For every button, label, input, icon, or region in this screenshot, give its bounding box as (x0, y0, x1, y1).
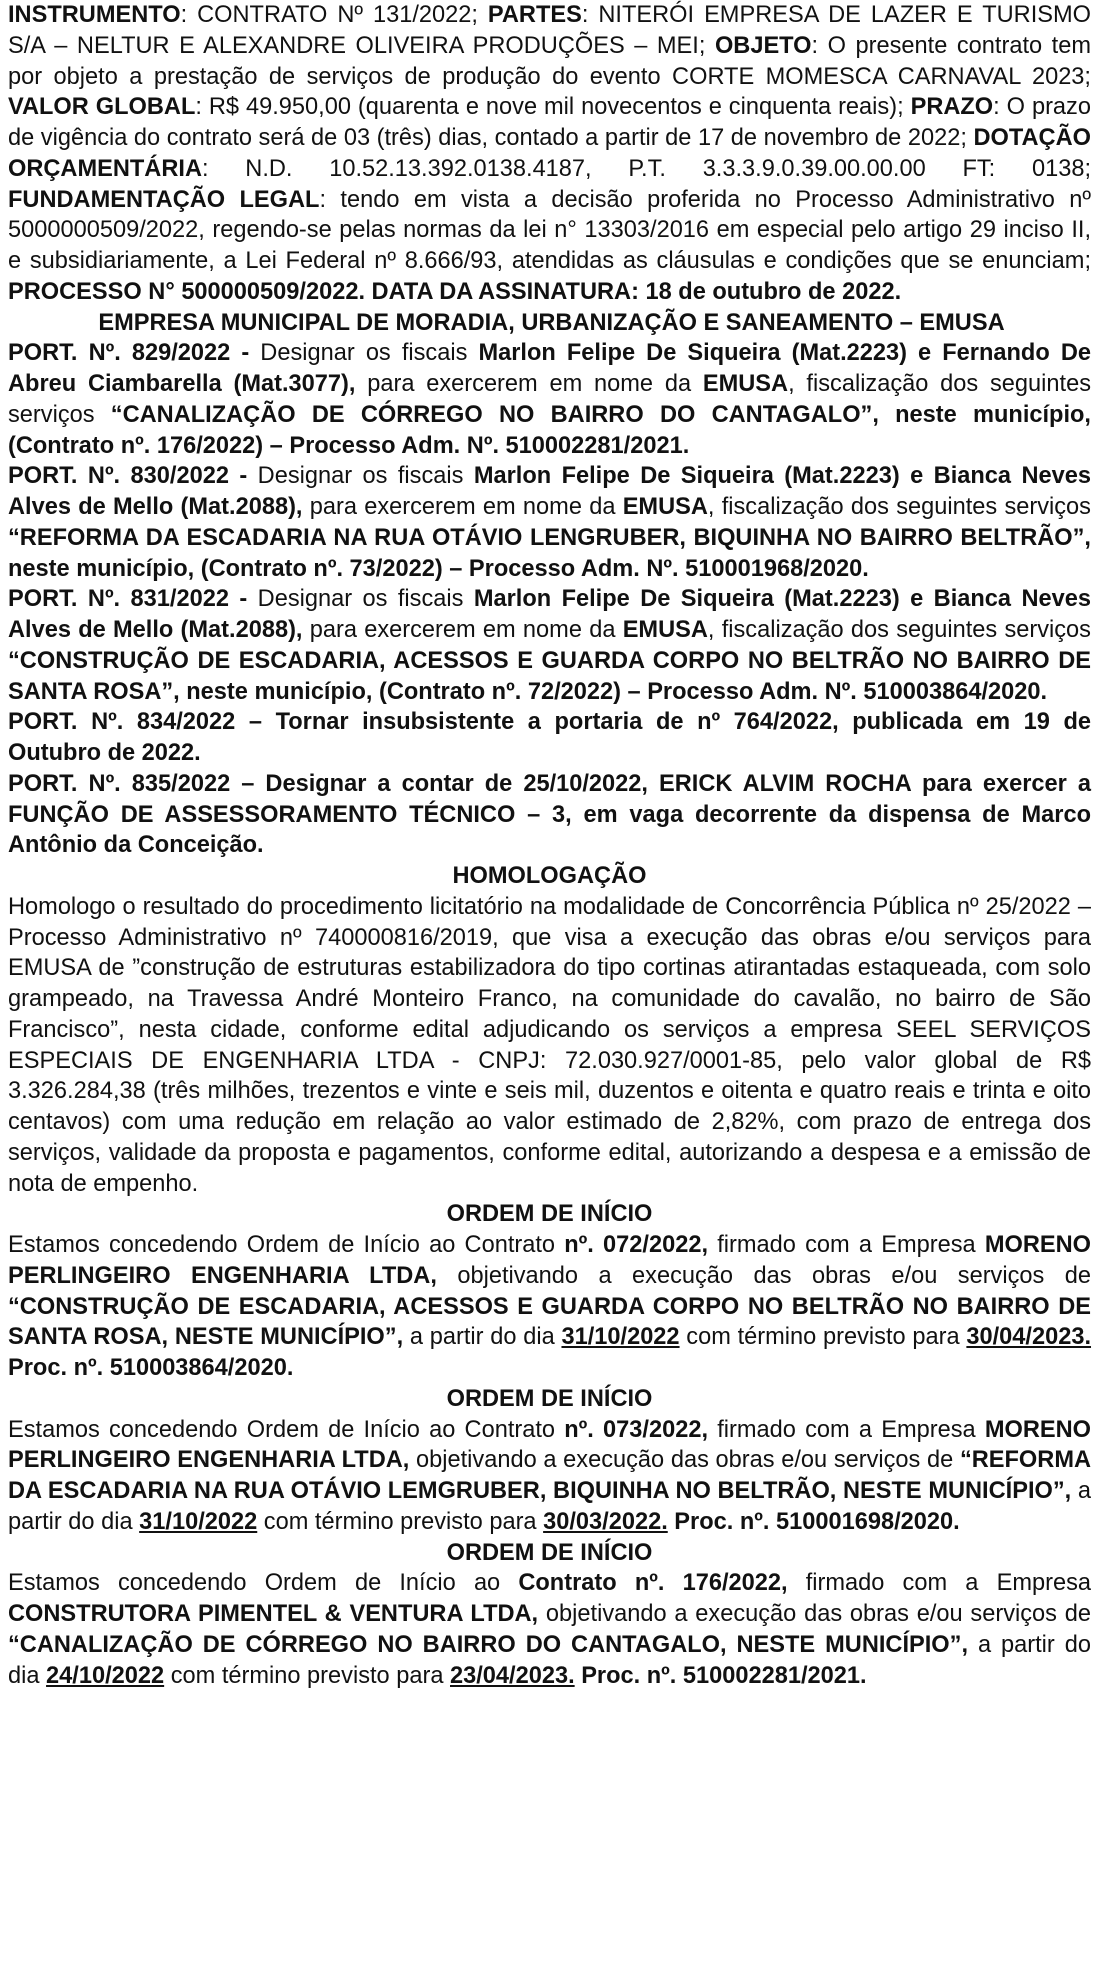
prazo-text: : O prazo de vigência do contrato será de 03 (três) dias, contado a partir de 17 de novembro de 2022; (8, 94, 1091, 151)
portaria-text: para exercerem em nome da (302, 494, 623, 520)
fundamentacao-text: : tendo em vista a decisão proferida no Processo Administrativo nº 5000000509/2022, regendo-se pelas normas da lei n° 13303/2016 em especial pelo artigo 29 inciso II, e subsidiariamente, a Lei Federal nº 8.666/93, atendidas as cláusulas e condições que se enunciam; (8, 186, 1091, 274)
ordem-inicio-text-2 (8, 1415, 1091, 1538)
partes-text: : NITERÓI EMPRESA DE LAZER E TURISMO S/A – NELTUR E ALEXANDRE OLIVEIRA PRODUÇÕES – MEI; (8, 2, 1091, 59)
end-date-value: 23/04/2023. (450, 1662, 575, 1689)
emusa-name: EMUSA (702, 371, 789, 397)
start-date-value: 31/10/2022 (139, 1508, 258, 1535)
end-date (450, 1663, 575, 1689)
portaria-text: para exercerem em nome da (302, 617, 623, 643)
portaria-number: PORT. Nº. 829/2022 - (8, 340, 250, 367)
portaria-text: , fiscalização dos seguintes serviços (707, 617, 1091, 643)
empresa-name: CONSTRUTORA PIMENTEL & VENTURA LTDA, (8, 1601, 539, 1627)
servico-description: “CANALIZAÇÃO DE CÓRREGO NO BAIRRO DO CANTAGALO, NESTE MUNICÍPIO”, (8, 1631, 968, 1658)
dotacao-text: : N.D. 10.52.13.392.0138.4187, P.T. 3.3.3.9.0.39.00.00.00 FT: 0138; (201, 155, 1091, 182)
end-date-value: 30/04/2023. (966, 1324, 1092, 1351)
end-date-value: 30/03/2022. (543, 1508, 668, 1535)
ordem-text: a partir do dia (8, 1631, 1091, 1689)
portaria-text: Designar os fiscais (247, 586, 474, 613)
process-number: Proc. nº. 510001698/2020. (667, 1508, 960, 1535)
fiscais-names: Marlon Felipe De Siqueira (Mat.2223) e Fernando De Abreu Ciambarella (Mat.3077), (8, 340, 1091, 397)
ordem-text: objetivando a execução das obras e/ou serviços de (436, 1262, 1091, 1289)
partes-label: PARTES (487, 2, 582, 28)
portaria-text: para exercerem em nome da (355, 371, 703, 397)
ordem-text: objetivando a execução das obras e/ou serviços de (409, 1447, 960, 1474)
portaria-835: PORT. Nº. 835/2022 – Designar a contar de 25/10/2022, ERICK ALVIM ROCHA para exercer a FUNÇÃO DE ASSESSORAMENTO TÉCNICO – 3, em vaga decorrente da dispensa de Marco Antônio da Conceição. (8, 770, 1091, 859)
contract-notice (8, 0, 1091, 308)
homologacao-heading: HOMOLOGAÇÃO (452, 863, 647, 889)
emusa-name: EMUSA (622, 617, 708, 643)
servico-description: “REFORMA DA ESCADARIA NA RUA OTÁVIO LEMGRUBER, BIQUINHA NO BELTRÃO, NESTE MUNICÍPIO”, (8, 1447, 1092, 1504)
objeto-label: OBJETO (714, 32, 812, 59)
portaria-text: Designar os fiscais (247, 463, 474, 490)
start-date-value: 31/10/2022 (561, 1324, 680, 1351)
portaria-text: Designar os fiscais (249, 340, 479, 367)
servico-description: “REFORMA DA ESCADARIA NA RUA OTÁVIO LENGRUBER, BIQUINHA NO BAIRRO BELTRÃO”, neste município, (Contrato nº. 73/2022) – Processo Adm. Nº. 510001968/2020. (8, 524, 1091, 582)
portaria-text: , fiscalização dos seguintes serviços (707, 494, 1091, 520)
valor-text: : R$ 49.950,00 (quarenta e nove mil novecentos e cinquenta reais); (195, 94, 911, 121)
emusa-heading: EMPRESA MUNICIPAL DE MORADIA, URBANIZAÇÃO E SANEAMENTO – EMUSA (98, 309, 1005, 336)
start-date (46, 1663, 164, 1689)
contrato-number: Contrato nº. 176/2022, (518, 1570, 788, 1597)
end-date (966, 1324, 1091, 1350)
process-number: Proc. nº. 510002281/2021. (574, 1662, 867, 1689)
start-date-value: 24/10/2022 (46, 1662, 165, 1689)
processo-signature: PROCESSO N° 500000509/2022. DATA DA ASSINATURA: 18 de outubro de 2022. (8, 278, 902, 305)
portaria-number: PORT. Nº. 830/2022 - (8, 463, 248, 490)
process-number: Proc. nº. 510003864/2020. (8, 1355, 294, 1381)
ordem-text: Estamos concedendo Ordem de Início ao Contrato (8, 1416, 565, 1443)
ordem-text: com término previsto para (679, 1324, 967, 1351)
empresa-name: MORENO PERLINGEIRO ENGENHARIA LTDA, (8, 1232, 1092, 1289)
ordem-text: objetivando a execução das obras e/ou serviços de (538, 1601, 1091, 1627)
homologacao-text: Homologo o resultado do procedimento licitatório na modalidade de Concorrência Pública nº 25/2022 – Processo Administrativo nº 740000816/2019, que visa a execução das obras e/ou serviços para EMUSA de ”construção de estruturas estabilizadora do tipo cortinas atirantadas estaqueada, com solo grampeado, na Travessa André Monteiro Franco, na comunidade do cavalão, no bairro de São Francisco”, nesta cidade, conforme edital adjudicando os serviços a empresa SEEL SERVIÇOS ESPECIAIS DE ENGENHARIA LTDA - CNPJ: 72.030.927/0001-85, pelo valor global de R$ 3.326.284,38 (três milhões, trezentos e vinte e seis mil, duzentos e oitenta e quatro reais e trinta e oito centavos) com uma redução em relação ao valor estimado de 2,82%, com prazo de entrega dos serviços, validade da proposta e pagamentos, conforme edital, autorizando a despesa e a emissão de nota de empenho. (8, 893, 1091, 1197)
ordem-text: a partir do dia (8, 1478, 1091, 1535)
valor-label: VALOR GLOBAL (8, 94, 196, 121)
empresa-name: MORENO PERLINGEIRO ENGENHARIA LTDA, (8, 1416, 1092, 1474)
portaria-831 (8, 584, 1091, 707)
instrumento-text: : CONTRATO Nº 131/2022; (180, 2, 488, 28)
ordem-inicio-text-3 (8, 1568, 1091, 1691)
ordem-text: a partir do dia (403, 1324, 562, 1351)
servico-description: “CONSTRUÇÃO DE ESCADARIA, ACESSOS E GUARDA CORPO NO BELTRÃO NO BAIRRO DE SANTA ROSA”, neste município, (Contrato nº. 72/2022) – Processo Adm. Nº. 510003864/2020. (8, 647, 1091, 705)
start-date (139, 1509, 257, 1535)
ordem-text: firmado com a Empresa (708, 1416, 985, 1443)
ordem-text: firmado com a Empresa (787, 1570, 1092, 1597)
end-date (543, 1509, 668, 1535)
portaria-text: , fiscalização dos seguintes serviços (8, 371, 1091, 428)
fiscais-names: Marlon Felipe De Siqueira (Mat.2223) e Bianca Neves Alves de Mello (Mat.2088), (8, 463, 1091, 520)
ordem-text: com término previsto para (257, 1508, 544, 1535)
portaria-830 (8, 461, 1091, 584)
ordem-text: Estamos concedendo Ordem de Início ao Contrato (8, 1232, 565, 1258)
ordem-inicio-heading-2: ORDEM DE INÍCIO (446, 1385, 653, 1412)
ordem-text: Estamos concedendo Ordem de Início ao (8, 1570, 519, 1597)
portaria-834: PORT. Nº. 834/2022 – Tornar insubsistente a portaria de nº 764/2022, publicada em 19 de Outubro de 2022. (8, 709, 1091, 766)
prazo-label: PRAZO (910, 94, 994, 121)
fundamentacao-label: FUNDAMENTAÇÃO LEGAL (8, 186, 320, 213)
servico-description: “CONSTRUÇÃO DE ESCADARIA, ACESSOS E GUARDA CORPO NO BELTRÃO NO BAIRRO DE SANTA ROSA, NESTE MUNICÍPIO”, (8, 1293, 1091, 1351)
emusa-name: EMUSA (622, 494, 708, 520)
start-date (561, 1324, 679, 1350)
instrumento-label: INSTRUMENTO (8, 2, 181, 28)
contrato-number: nº. 072/2022, (564, 1232, 709, 1258)
ordem-inicio-text-1 (8, 1230, 1091, 1384)
dotacao-label: DOTAÇÃO ORÇAMENTÁRIA (8, 125, 1091, 182)
portaria-number: PORT. Nº. 831/2022 - (8, 586, 248, 613)
ordem-text: com término previsto para (164, 1662, 450, 1689)
fiscais-names: Marlon Felipe De Siqueira (Mat.2223) e Bianca Neves Alves de Mello (Mat.2088), (8, 586, 1091, 643)
ordem-inicio-heading-1: ORDEM DE INÍCIO (446, 1201, 653, 1228)
contrato-number: nº. 073/2022, (564, 1416, 709, 1443)
servico-description: “CANALIZAÇÃO DE CÓRREGO NO BAIRRO DO CANTAGALO”, neste município, (Contrato nº. 176/2022) – Processo Adm. Nº. 510002281/2021. (8, 401, 1091, 459)
objeto-text: : O presente contrato tem por objeto a prestação de serviços de produção do evento CORTE MOMESCA CARNAVAL 2023; (8, 32, 1092, 90)
ordem-text: firmado com a Empresa (708, 1232, 985, 1258)
ordem-inicio-heading-3: ORDEM DE INÍCIO (446, 1539, 653, 1566)
portaria-829 (8, 338, 1091, 461)
